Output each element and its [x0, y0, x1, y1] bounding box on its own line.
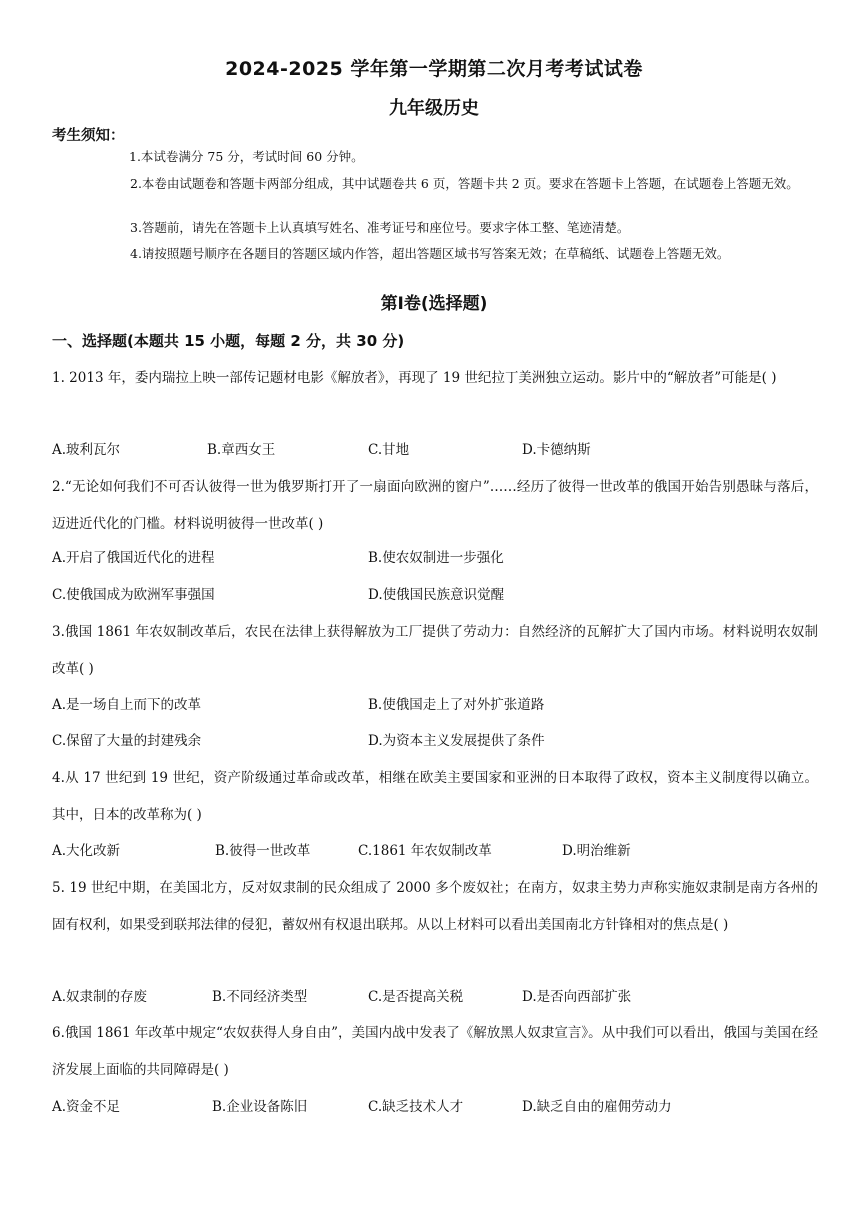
option-d: D.缺乏自由的雇佣劳动力: [522, 1099, 672, 1115]
question-2-stem: 2.“无论如何我们不可否认彼得一世为俄罗斯打开了一扇面向欧洲的窗户”……经历了彼得一世改革的俄国开始告别愚昧与落后，迈进近代化的门槛。材料说明彼得一世改革( ): [52, 479, 818, 532]
notice-item: 3.答题前，请先在答题卡上认真填写姓名、准考证号和座位号。要求字体工整、笔迹清楚。: [130, 220, 630, 235]
exam-title: 2024-2025 学年第一学期第二次月考考试试卷: [225, 58, 643, 80]
option-b: B.彼得一世改革: [215, 843, 311, 859]
option-a: A.是一场自上而下的改革: [52, 697, 202, 713]
option-d: D.明治维新: [562, 843, 631, 859]
option-a: A.开启了俄国近代化的进程: [52, 550, 215, 566]
option-b: B.使俄国走上了对外扩张道路: [368, 697, 545, 713]
option-a: A.大化改新: [52, 843, 121, 859]
section-title: 第Ⅰ卷(选择题): [380, 294, 488, 314]
notice-heading: 考生须知：: [52, 128, 125, 144]
option-c: C.1861 年农奴制改革: [358, 843, 492, 859]
option-b: B.企业设备陈旧: [212, 1099, 308, 1115]
option-d: D.卡德纳斯: [522, 442, 591, 458]
option-a: A.奴隶制的存废: [52, 989, 148, 1005]
question-6-stem: 6.俄国 1861 年改革中规定“农奴获得人身自由”，美国内战中发表了《解放黑人奴隶宣言》。从中我们可以看出，俄国与美国在经济发展上面临的共同障碍是( ): [52, 1025, 818, 1078]
option-b: B.不同经济类型: [212, 989, 308, 1005]
notice-item: 4.请按照题号顺序在各题目的答题区域内作答，超出答题区域书写答案无效；在草稿纸、试题卷上答题无效。: [130, 246, 730, 261]
option-c: C.甘地: [368, 442, 410, 458]
option-c: C.是否提高关税: [368, 989, 464, 1005]
option-c: C.缺乏技术人才: [368, 1099, 464, 1115]
notice-item: 2.本卷由试题卷和答题卡两部分组成，其中试题卷共 6 页，答题卡共 2 页。要求在答题卡上答题，在试题卷上答题无效。: [130, 176, 799, 191]
question-4-stem: 4.从 17 世纪到 19 世纪，资产阶级通过革命或改革，相继在欧美主要国家和亚洲的日本取得了政权，资本主义制度得以确立。其中，日本的改革称为( ): [52, 770, 818, 823]
option-b: B.使农奴制进一步强化: [368, 550, 504, 566]
notice-item: 1.本试卷满分 75 分，考试时间 60 分钟。: [129, 149, 364, 164]
question-1-stem: 1. 2013 年，委内瑞拉上映一部传记题材电影《解放者》，再现了 19 世纪拉丁美洲独立运动。影片中的“解放者”可能是( ): [52, 370, 777, 386]
question-5-stem: 5. 19 世纪中期，在美国北方，反对奴隶制的民众组成了 2000 多个废奴社；在南方，奴隶主势力声称实施奴隶制是南方各州的固有权利，如果受到联邦法律的侵犯，蓄奴州有权退出联邦。从以上材料可以看出美国南北方针锋相对的焦点是( ): [52, 880, 818, 933]
option-c: C.保留了大量的封建残余: [52, 733, 202, 749]
option-a: A.资金不足: [52, 1099, 121, 1115]
question-3-stem: 3.俄国 1861 年农奴制改革后，农民在法律上获得解放为工厂提供了劳动力：自然经济的瓦解扩大了国内市场。材料说明农奴制改革( ): [52, 624, 818, 677]
option-d: D.是否向西部扩张: [522, 989, 632, 1005]
option-b: B.章西女王: [207, 442, 276, 458]
option-a: A.玻利瓦尔: [52, 442, 121, 458]
option-c: C.使俄国成为欧洲军事强国: [52, 587, 215, 603]
exam-subtitle: 九年级历史: [389, 98, 479, 119]
option-d: D.为资本主义发展提供了条件: [368, 733, 545, 749]
part-heading: 一、选择题(本题共 15 小题，每题 2 分，共 30 分): [52, 332, 405, 350]
option-d: D.使俄国民族意识觉醒: [368, 587, 505, 603]
